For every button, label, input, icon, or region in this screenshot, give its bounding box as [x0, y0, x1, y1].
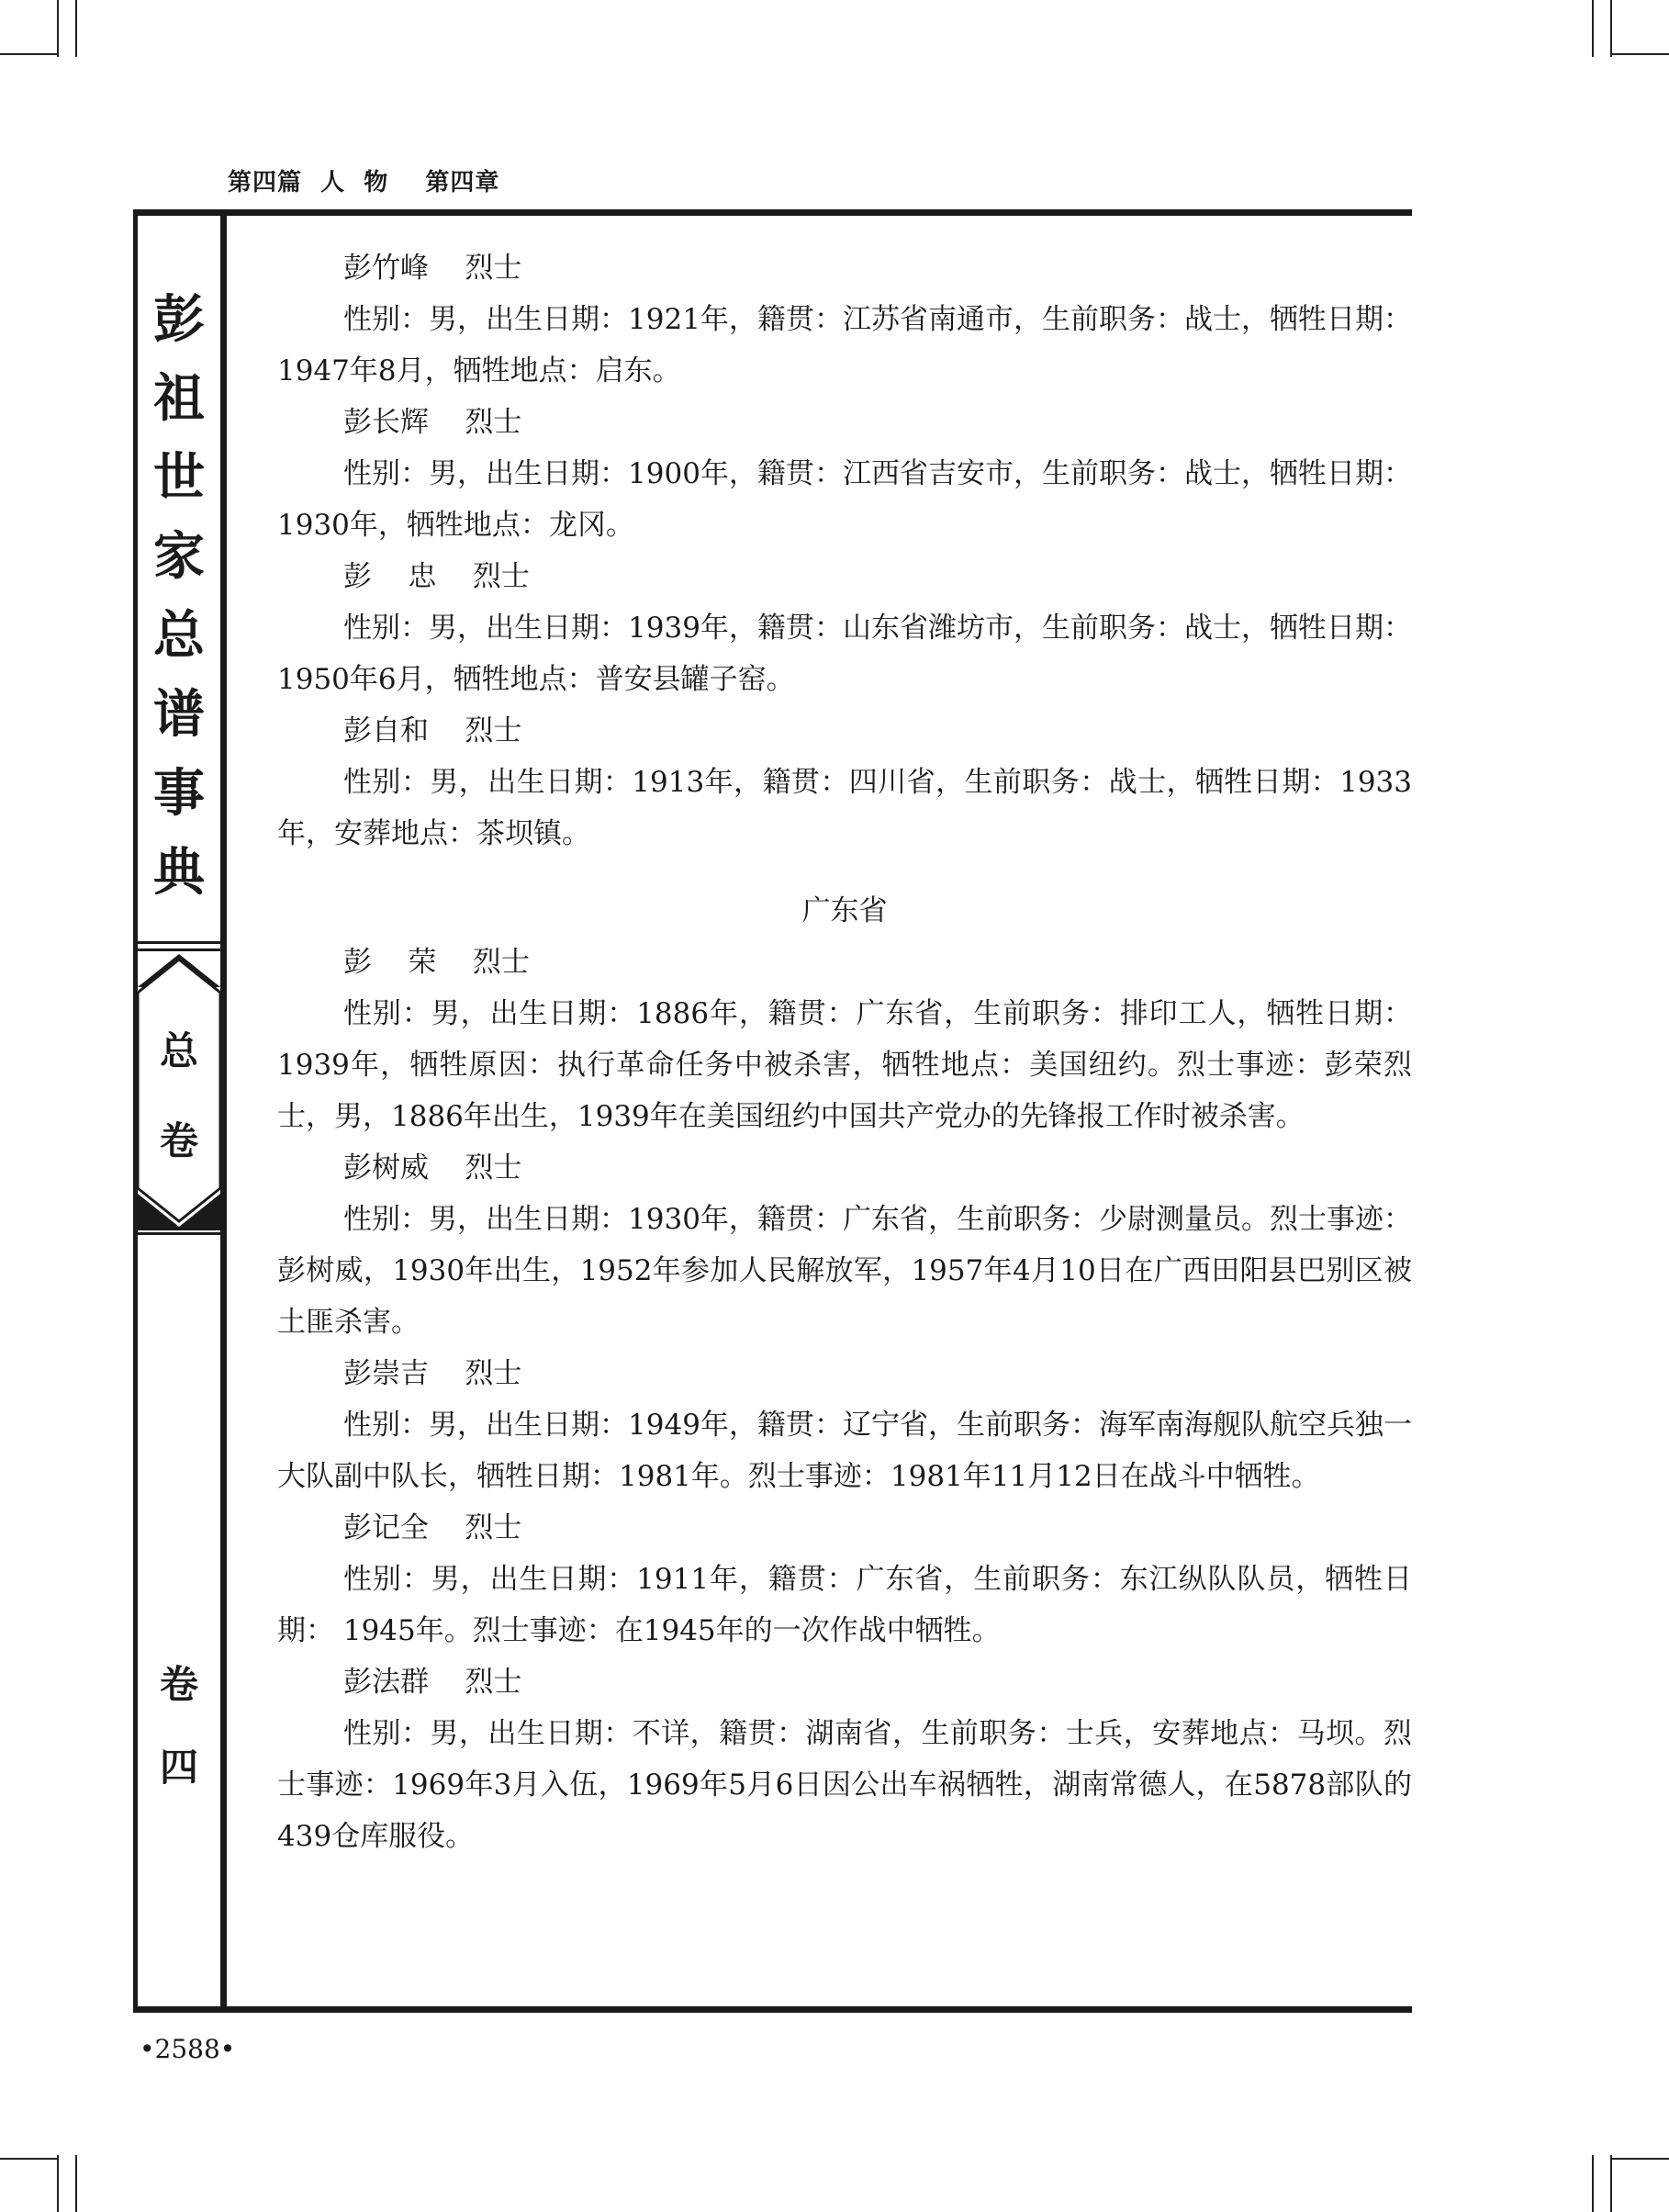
entry-name: 彭 荣 烈士	[343, 946, 530, 979]
sidebar-divider	[138, 1232, 220, 1235]
crop-mark	[75, 2155, 77, 2212]
bottom-rule	[133, 2006, 1412, 2013]
entry	[277, 1348, 1412, 1502]
entry-name: 彭 忠 烈士	[343, 560, 530, 593]
crop-mark	[0, 2158, 57, 2160]
general-volume-char: 总	[159, 1028, 198, 1073]
entry-name: 彭自和 烈士	[343, 714, 522, 747]
volume-diamond-frame	[138, 950, 220, 1230]
entry-name: 彭记全 烈士	[343, 1511, 522, 1544]
entry-text: 性别：男，出生日期：1939年，籍贯：山东省潍坊市，生前职务：战士，牺牲日期：1950年6月，牺牲地点：普安县罐子窑。	[277, 612, 1412, 696]
entry-name: 彭树威 烈士	[343, 1151, 522, 1185]
top-rule	[133, 209, 1412, 216]
entry	[277, 937, 1412, 1142]
entry-name: 彭竹峰 烈士	[343, 252, 522, 285]
general-volume-char: 卷	[159, 1118, 198, 1163]
page-number: •2588•	[140, 2034, 236, 2064]
entry-text: 性别：男，出生日期：1900年，籍贯：江西省吉安市，生前职务：战士，牺牲日期：1930年，牺牲地点：龙冈。	[277, 457, 1412, 542]
title-char: 谱	[153, 684, 205, 745]
crop-mark	[1610, 0, 1612, 57]
sidebar-divider	[138, 941, 220, 944]
crop-mark	[75, 0, 77, 57]
crop-mark	[57, 0, 59, 57]
title-char: 事	[153, 763, 205, 824]
entry	[277, 551, 1412, 705]
entry	[277, 397, 1412, 551]
entry	[277, 1502, 1412, 1656]
entry-text: 性别：男，出生日期：1930年，籍贯：广东省，生前职务：少尉测量员。烈士事迹：彭树威，1930年出生，1952年参加人民解放军，1957年4月10日在广西田阳县巴别区被土匪杀害。	[277, 1203, 1412, 1339]
entry-text: 性别：男，出生日期：1949年，籍贯：辽宁省，生前职务：海军南海舰队航空兵独一大队副中队长，牺牲日期：1981年。烈士事迹：1981年11月12日在战斗中牺牲。	[277, 1409, 1412, 1493]
main-text	[277, 242, 1412, 1862]
book-title-vertical	[138, 280, 220, 912]
entry	[277, 1142, 1412, 1348]
section-title: 广东省	[801, 894, 888, 927]
entry-name: 彭法群 烈士	[343, 1666, 522, 1699]
crop-mark	[1592, 2155, 1594, 2212]
running-header: 第四篇 人 物 第四章	[228, 169, 500, 196]
title-char: 彭	[153, 289, 205, 350]
crop-mark	[1612, 2158, 1669, 2160]
title-char: 总	[153, 605, 205, 666]
entry-text: 性别：男，出生日期：1913年，籍贯：四川省，生前职务：战士，牺牲日期：1933年，安葬地点：茶坝镇。	[277, 766, 1412, 850]
title-char: 祖	[153, 368, 205, 429]
crop-mark	[1610, 2155, 1612, 2212]
entry-name: 彭长辉 烈士	[343, 406, 522, 439]
entry	[277, 1656, 1412, 1862]
entry	[277, 705, 1412, 859]
entry-name: 彭崇吉 烈士	[343, 1357, 522, 1390]
title-char: 典	[153, 842, 205, 903]
crop-mark	[57, 2155, 59, 2212]
title-char: 世	[153, 447, 205, 508]
entry-text: 性别：男，出生日期：1921年，籍贯：江苏省南通市，生前职务：战士，牺牲日期：1947年8月，牺牲地点：启东。	[277, 303, 1412, 387]
entry-text: 性别：男，出生日期：1911年，籍贯：广东省，生前职务：东江纵队队员，牺牲日期： 1945年。烈士事迹：在1945年的一次作战中牺牲。	[277, 1563, 1412, 1647]
volume-char: 四	[159, 1745, 198, 1790]
volume-number-vertical	[138, 1644, 220, 1809]
entry-text: 性别：男，出生日期：不详，籍贯：湖南省，生前职务：士兵，安葬地点：马坝。烈士事迹：1969年3月入伍，1969年5月6日因公出车祸牺牲，湖南常德人，在5878部队的439仓库服役。	[277, 1717, 1412, 1853]
sidebar-right-border	[220, 209, 227, 2013]
crop-mark	[1592, 0, 1594, 57]
entry-text: 性别：男，出生日期：1886年，籍贯：广东省，生前职务：排印工人，牺牲日期：1939年，牺牲原因：执行革命任务中被杀害，牺牲地点：美国纽约。烈士事迹：彭荣烈士，男，1886年出生，1939年在美国纽约中国共产党办的先锋报工作时被杀害。	[277, 997, 1412, 1133]
entry	[277, 242, 1412, 397]
title-char: 家	[153, 526, 205, 587]
volume-char: 卷	[159, 1662, 198, 1707]
crop-mark	[0, 53, 57, 55]
crop-mark	[1612, 53, 1669, 55]
